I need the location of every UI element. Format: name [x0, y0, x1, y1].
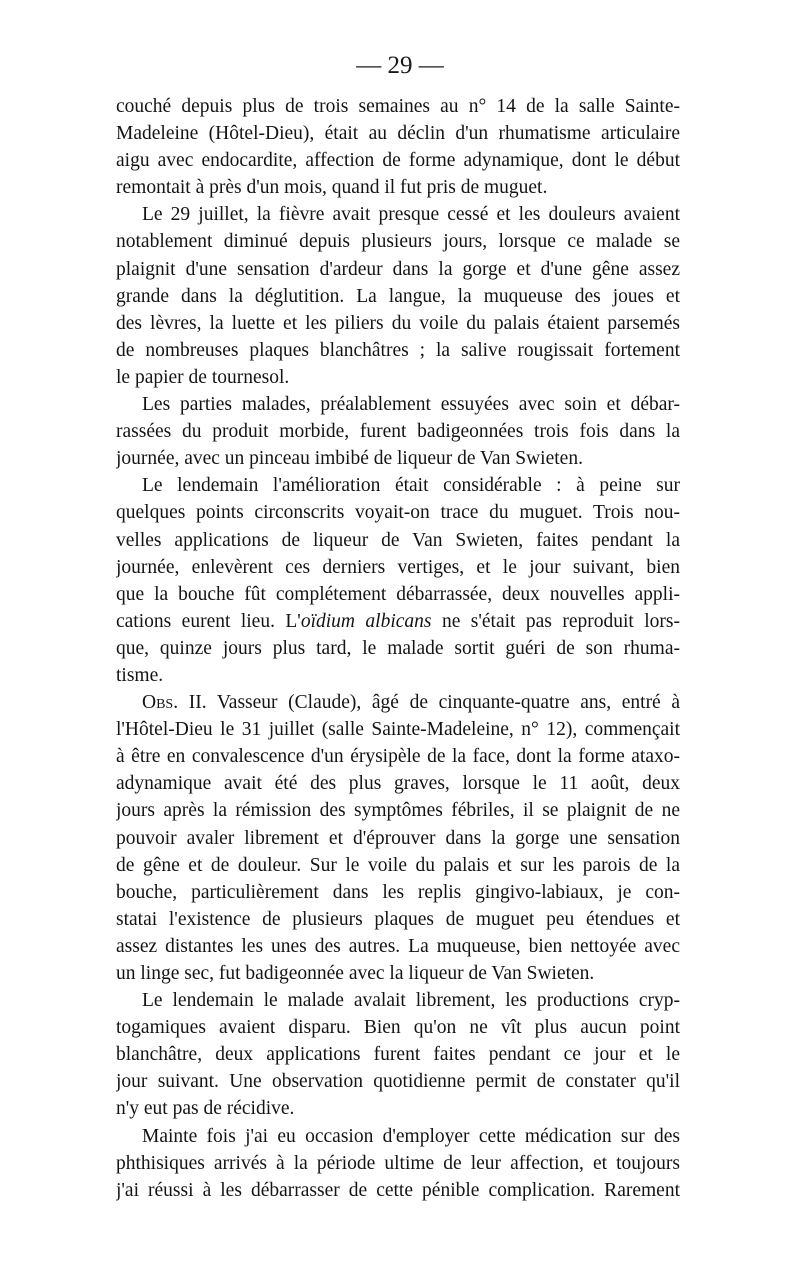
text-line: l'Hôtel-Dieu le 31 juillet (salle Sainte-Madeleine, n° 12), commençait	[116, 719, 680, 741]
text-line: jour suivant. Une observation quotidienne permit de constater qu'il	[116, 1071, 680, 1093]
text-line: Le 29 juillet, la fièvre avait presque cessé et les douleurs avaient	[142, 204, 680, 226]
body-text	[116, 93, 680, 1204]
text-line: journée, avec un pinceau imbibé de liqueur de Van Swieten.	[116, 448, 583, 470]
text-line: togamiques avaient disparu. Bien qu'on ne vît plus aucun point	[116, 1017, 680, 1039]
page-number: — 29 —	[356, 52, 444, 79]
text-line: j'ai réussi à les débarrasser de cette pénible complication. Rarement	[116, 1179, 680, 1201]
text-line: notablement diminué depuis plusieurs jours, lorsque ce malade se	[116, 231, 680, 253]
text-line: que la bouche fût complétement débarrassée, deux nouvelles appli-	[116, 583, 680, 605]
text-line: journée, enlevèrent ces derniers vertiges, et le jour suivant, bien	[116, 556, 680, 578]
text-line: cations eurent lieu. L'oïdium albicans ne s'était pas reproduit lors-	[116, 610, 680, 632]
text-line: rassées du produit morbide, furent badigeonnées trois fois dans la	[116, 421, 680, 443]
text-line: bouche, particulièrement dans les replis gingivo-labiaux, je con-	[116, 881, 680, 903]
text-line: Mainte fois j'ai eu occasion d'employer cette médication sur des	[142, 1125, 680, 1147]
text-line: adynamique avait été des plus graves, lorsque le 11 août, deux	[116, 773, 680, 795]
text-line: des lèvres, la luette et les piliers du voile du palais étaient parsemés	[116, 312, 680, 334]
text-line: le papier de tournesol.	[116, 366, 290, 388]
text-line: tisme.	[116, 664, 164, 686]
text-line: de gêne et de douleur. Sur le voile du palais et sur les parois de la	[116, 854, 680, 876]
text-line: couché depuis plus de trois semaines au n° 14 de la salle Sainte-	[116, 96, 680, 117]
text-line: Madeleine (Hôtel-Dieu), était au déclin d'un rhumatisme articulaire	[116, 123, 680, 145]
text-line: assez distantes les unes des autres. La muqueuse, bien nettoyée avec	[116, 935, 680, 957]
text-line: phthisiques arrivés à la période ultime de leur affection, et toujours	[116, 1152, 680, 1174]
text-line: que, quinze jours plus tard, le malade sortit guéri de son rhuma-	[116, 637, 680, 659]
text-line: jours après la rémission des symptômes fébriles, il se plaignit de ne	[116, 800, 680, 822]
text-line: grande dans la déglutition. La langue, la muqueuse des joues et	[116, 285, 680, 307]
text-line: Le lendemain l'amélioration était considérable : à peine sur	[142, 475, 680, 497]
text-line: Obs. II. Vasseur (Claude), âgé de cinquante-quatre ans, entré à	[142, 692, 680, 714]
text-line: n'y eut pas de récidive.	[116, 1098, 295, 1120]
text-line: Les parties malades, préalablement essuyées avec soin et débar-	[142, 394, 680, 416]
text-line: aigu avec endocardite, affection de forme adynamique, dont le début	[116, 150, 680, 172]
text-line: Le lendemain le malade avalait librement, les productions cryp-	[142, 990, 680, 1012]
text-line: à être en convalescence d'un érysipèle de la face, dont la forme ataxo-	[116, 746, 680, 768]
text-line: de nombreuses plaques blanchâtres ; la salive rougissait fortement	[116, 339, 680, 361]
text-line: statai l'existence de plusieurs plaques de muguet peu étendues et	[116, 908, 680, 930]
text-line: pouvoir avaler librement et d'éprouver dans la gorge une sensation	[116, 827, 680, 849]
text-line: velles applications de liqueur de Van Swieten, faites pendant la	[116, 529, 680, 551]
text-line: un linge sec, fut badigeonnée avec la liqueur de Van Swieten.	[116, 963, 595, 984]
text-line: remontait à près d'un mois, quand il fut pris de muguet.	[116, 177, 548, 199]
text-line: plaignit d'une sensation d'ardeur dans la gorge et d'une gêne assez	[116, 258, 680, 280]
text-line: quelques points circonscrits voyait-on trace du muguet. Trois nou-	[116, 502, 680, 524]
text-line: blanchâtre, deux applications furent faites pendant ce jour et le	[116, 1044, 680, 1066]
